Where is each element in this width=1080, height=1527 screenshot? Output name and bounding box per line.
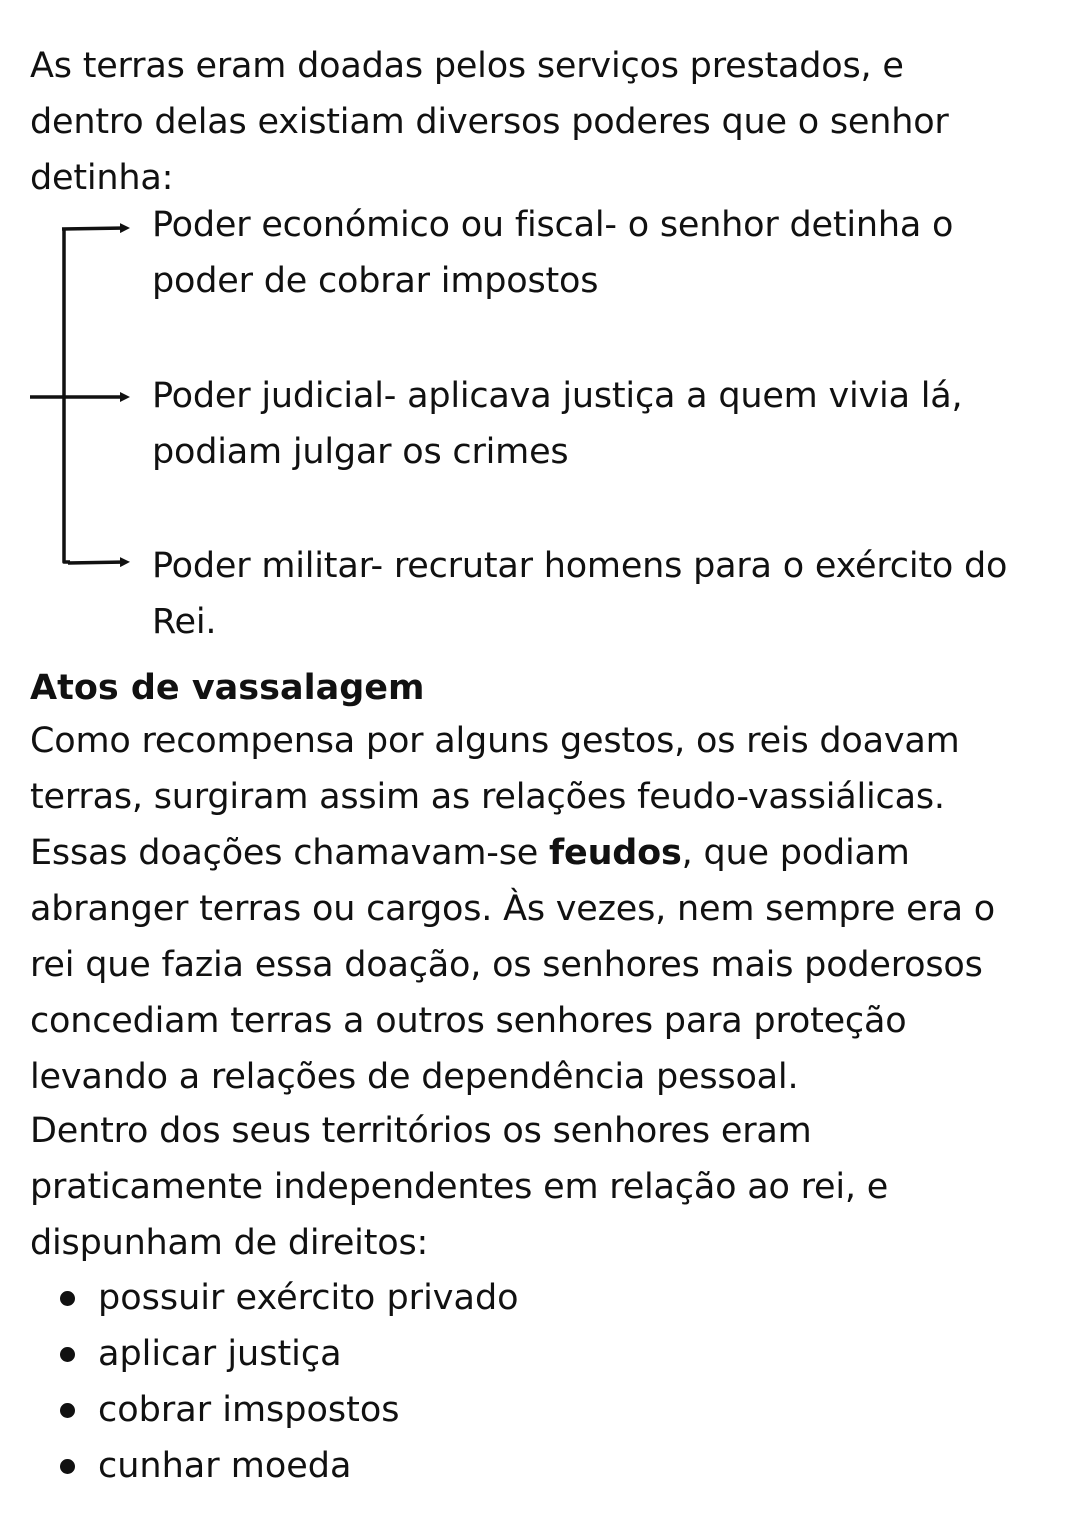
para1-line-3 bbox=[30, 825, 910, 881]
para1-line-3-pre: Essas doações chamavam-se bbox=[30, 833, 550, 873]
power-military-line-2: Rei. bbox=[152, 602, 217, 642]
power-economic-line-1: Poder económico ou fiscal- o senhor detinha o bbox=[152, 205, 954, 245]
para1-line-3-post: , que podiam bbox=[681, 833, 910, 873]
arrow-economic bbox=[62, 228, 126, 229]
intro-line-3: detinha: bbox=[30, 158, 174, 198]
bullet-icon bbox=[60, 1291, 75, 1306]
para1-line-2: terras, surgiram assim as relações feudo-vassiálicas. bbox=[30, 777, 945, 817]
para2-line-2: praticamente independentes em relação ao rei, e bbox=[30, 1167, 889, 1207]
power-military-line-1: Poder militar- recrutar homens para o exército do bbox=[152, 546, 1008, 586]
para1-line-7: levando a relações de dependência pessoal. bbox=[30, 1057, 799, 1097]
para1-line-6: concediam terras a outros senhores para proteção bbox=[30, 1001, 907, 1041]
bullet-icon bbox=[60, 1347, 75, 1362]
intro-line-1: As terras eram doadas pelos serviços prestados, e bbox=[30, 46, 904, 86]
power-judicial-line-2: podiam julgar os crimes bbox=[152, 432, 569, 472]
rights-list-item: possuir exército privado bbox=[98, 1278, 519, 1318]
powers-bracket-arrows bbox=[0, 0, 160, 600]
intro-line-2: dentro delas existiam diversos poderes que o senhor bbox=[30, 102, 949, 142]
para1-line-4: abranger terras ou cargos. Às vezes, nem sempre era o bbox=[30, 889, 996, 929]
rights-list-item: aplicar justiça bbox=[98, 1334, 342, 1374]
bullet-icon bbox=[60, 1459, 75, 1474]
section-heading: Atos de vassalagem bbox=[30, 668, 425, 708]
rights-list-item: cobrar imspostos bbox=[98, 1390, 400, 1430]
para2-line-1: Dentro dos seus territórios os senhores eram bbox=[30, 1111, 812, 1151]
power-judicial-line-1: Poder judicial- aplicava justiça a quem vivia lá, bbox=[152, 376, 963, 416]
para1-line-1: Como recompensa por alguns gestos, os reis doavam bbox=[30, 721, 960, 761]
para2-line-3: dispunham de direitos: bbox=[30, 1223, 429, 1263]
arrow-military bbox=[68, 562, 126, 563]
feudos-term: feudos bbox=[549, 833, 682, 873]
bullet-icon bbox=[60, 1403, 75, 1418]
rights-list-item: cunhar moeda bbox=[98, 1446, 352, 1486]
para1-line-5: rei que fazia essa doação, os senhores mais poderosos bbox=[30, 945, 983, 985]
power-economic-line-2: poder de cobrar impostos bbox=[152, 261, 599, 301]
